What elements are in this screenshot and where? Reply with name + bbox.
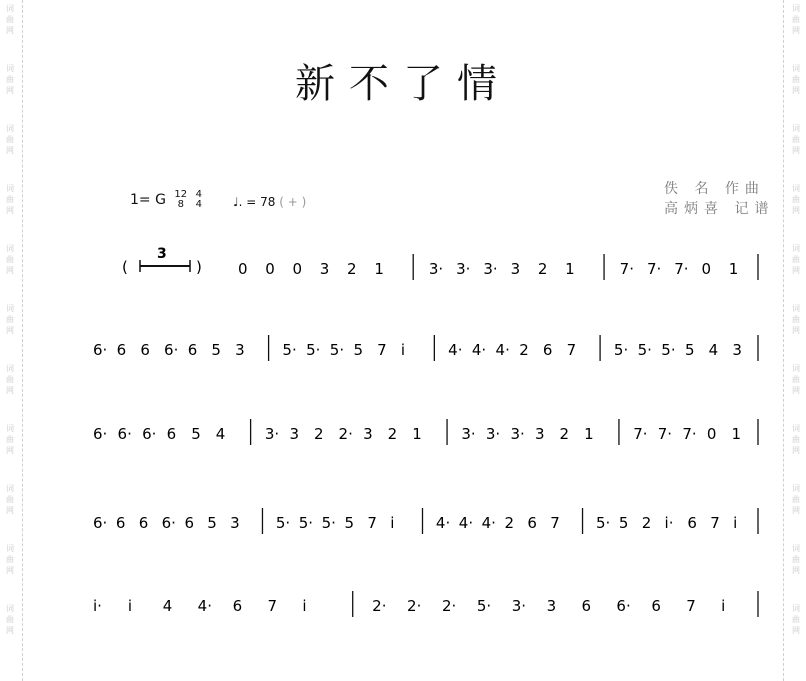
staff-line-2 bbox=[85, 329, 760, 369]
note: 3 bbox=[363, 425, 373, 443]
watermark: 词 曲 网 bbox=[6, 364, 14, 395]
watermark: 词 曲 网 bbox=[792, 544, 800, 575]
note: 7· bbox=[619, 260, 634, 278]
watermark: 词 曲 网 bbox=[6, 4, 14, 35]
note: 0 bbox=[701, 260, 712, 278]
note: i bbox=[400, 341, 405, 359]
note: 0 bbox=[265, 260, 275, 278]
note: 3 bbox=[510, 260, 521, 278]
watermark: 词 曲 网 bbox=[6, 604, 14, 635]
intro-triplet bbox=[120, 242, 220, 282]
composer-credit: 佚 名 作曲 bbox=[664, 181, 765, 197]
staff-line-3 bbox=[85, 413, 760, 453]
note: 6· bbox=[117, 425, 132, 443]
note: 4· bbox=[448, 341, 463, 359]
note: 0 bbox=[706, 425, 717, 443]
watermark: 词 曲 网 bbox=[792, 4, 800, 35]
note: 3 bbox=[535, 425, 545, 443]
transcriber-credit: 高炳喜 记谱 bbox=[664, 201, 775, 217]
staff-line-1 bbox=[230, 248, 760, 288]
note: 2 bbox=[537, 260, 548, 278]
note: 7 bbox=[710, 514, 720, 532]
watermark: 词 曲 网 bbox=[6, 484, 14, 515]
note: 3· bbox=[264, 425, 280, 443]
note: 5· bbox=[321, 514, 336, 532]
note: 4· bbox=[471, 341, 487, 359]
note: 5· bbox=[661, 341, 676, 359]
note: 2 bbox=[519, 341, 529, 359]
note: 4· bbox=[495, 341, 510, 359]
note: 6 bbox=[527, 514, 537, 532]
note: i bbox=[302, 597, 307, 615]
note: 5 bbox=[618, 514, 629, 532]
paren-open: ( bbox=[122, 258, 128, 276]
note: 5· bbox=[298, 514, 314, 532]
key-signature bbox=[130, 190, 202, 210]
note: i bbox=[733, 514, 738, 532]
note: 3 bbox=[546, 597, 557, 615]
note: 1 bbox=[412, 425, 422, 443]
note: 2· bbox=[441, 597, 457, 615]
tempo-marking: ♩. = 78 ( + ) bbox=[233, 195, 307, 209]
watermark: 词 曲 网 bbox=[792, 184, 800, 215]
note: 3 bbox=[732, 341, 742, 359]
note: 4 bbox=[708, 341, 719, 359]
note: 7· bbox=[646, 260, 662, 278]
watermark: 词 曲 网 bbox=[792, 604, 800, 635]
note: 6 bbox=[184, 514, 194, 532]
note: 3· bbox=[483, 260, 498, 278]
note: 3· bbox=[485, 425, 501, 443]
note: 7· bbox=[633, 425, 648, 443]
watermark: 词 曲 网 bbox=[792, 364, 800, 395]
staff-line-5 bbox=[85, 585, 760, 625]
note: i bbox=[721, 597, 726, 615]
note: 5· bbox=[275, 514, 291, 532]
staff-line-4 bbox=[85, 502, 760, 542]
note: 4· bbox=[458, 514, 474, 532]
note: 7 bbox=[686, 597, 696, 615]
watermark: 词 曲 网 bbox=[792, 304, 800, 335]
time-signature: 4 4 bbox=[195, 189, 202, 210]
watermark: 词 曲 网 bbox=[792, 124, 800, 155]
watermark: 词 曲 网 bbox=[6, 64, 14, 95]
note: 3· bbox=[510, 425, 525, 443]
note: 6 bbox=[651, 597, 661, 615]
note: 4 bbox=[215, 425, 226, 443]
score-title: 新不了情 bbox=[295, 61, 511, 107]
note: 6· bbox=[93, 341, 108, 359]
note: 7· bbox=[657, 425, 673, 443]
watermark: 词 曲 网 bbox=[6, 244, 14, 275]
note: 7· bbox=[682, 425, 697, 443]
note: 6 bbox=[232, 597, 243, 615]
note: 6· bbox=[142, 425, 157, 443]
note: 4· bbox=[197, 597, 212, 615]
note: 6 bbox=[166, 425, 177, 443]
note: 5 bbox=[344, 514, 355, 532]
note: 5· bbox=[476, 597, 492, 615]
note: 6 bbox=[115, 514, 126, 532]
note: 7 bbox=[377, 341, 387, 359]
watermark: 词 曲 网 bbox=[6, 184, 14, 215]
note: 2· bbox=[338, 425, 353, 443]
note: 5· bbox=[613, 341, 629, 359]
watermark: 词 曲 网 bbox=[6, 304, 14, 335]
note: 2· bbox=[372, 597, 387, 615]
note: 7 bbox=[267, 597, 278, 615]
note: 3· bbox=[461, 425, 476, 443]
note: i· bbox=[664, 514, 674, 532]
note: 7· bbox=[674, 260, 689, 278]
watermark: 词 曲 网 bbox=[6, 124, 14, 155]
note: 4· bbox=[435, 514, 451, 532]
note: i· bbox=[93, 597, 102, 615]
note: 7 bbox=[566, 341, 577, 359]
note: 2 bbox=[347, 260, 357, 278]
note: 0 bbox=[238, 260, 248, 278]
watermark: 词 曲 网 bbox=[6, 544, 14, 575]
note: 6· bbox=[93, 514, 108, 532]
note: 2 bbox=[314, 425, 324, 443]
note: 5· bbox=[282, 341, 297, 359]
note: 2 bbox=[504, 514, 515, 532]
note: 6· bbox=[93, 425, 108, 443]
note: 4· bbox=[481, 514, 496, 532]
paren-close: ) bbox=[196, 258, 202, 276]
note: 1 bbox=[584, 425, 594, 443]
note: 5 bbox=[353, 341, 364, 359]
triplet-number: 3 bbox=[157, 246, 167, 262]
note: 1 bbox=[374, 260, 384, 278]
watermark: 词 曲 网 bbox=[6, 424, 14, 455]
note: 2 bbox=[387, 425, 398, 443]
note: 5 bbox=[211, 341, 221, 359]
note: 6 bbox=[138, 514, 149, 532]
note: 6 bbox=[542, 341, 553, 359]
time-signature: 12 8 bbox=[174, 189, 188, 210]
note: 7 bbox=[367, 514, 377, 532]
note: 6· bbox=[616, 597, 631, 615]
note: 5· bbox=[306, 341, 321, 359]
note: 5 bbox=[207, 514, 217, 532]
note: 3· bbox=[428, 260, 444, 278]
note: 2· bbox=[407, 597, 422, 615]
note: 5 bbox=[684, 341, 695, 359]
watermark: 词 曲 网 bbox=[792, 484, 800, 515]
note: 0 bbox=[292, 260, 303, 278]
note: 3 bbox=[235, 341, 245, 359]
note: 2 bbox=[559, 425, 570, 443]
note: 3 bbox=[289, 425, 299, 443]
watermark: 词 曲 网 bbox=[792, 244, 800, 275]
note: i bbox=[127, 597, 133, 615]
note: 4 bbox=[162, 597, 173, 615]
note: 3· bbox=[511, 597, 527, 615]
note: 6 bbox=[187, 341, 198, 359]
watermark: 词 曲 网 bbox=[792, 64, 800, 95]
note: 3 bbox=[319, 260, 330, 278]
note: i bbox=[390, 514, 395, 532]
note: 6 bbox=[687, 514, 697, 532]
note: 7 bbox=[550, 514, 560, 532]
watermark: 词 曲 网 bbox=[792, 424, 800, 455]
note: 5 bbox=[191, 425, 201, 443]
note: 3· bbox=[456, 260, 471, 278]
note: 6 bbox=[581, 597, 592, 615]
note: 5· bbox=[637, 341, 652, 359]
note: 5· bbox=[595, 514, 611, 532]
key-label: 1= G bbox=[130, 192, 166, 208]
note: 1 bbox=[731, 425, 741, 443]
note: 3 bbox=[230, 514, 240, 532]
note: 1 bbox=[565, 260, 575, 278]
note: 1 bbox=[728, 260, 739, 278]
note: 2 bbox=[641, 514, 652, 532]
note: 6· bbox=[164, 341, 179, 359]
note: 6· bbox=[161, 514, 176, 532]
note: 5· bbox=[329, 341, 345, 359]
note: 6 bbox=[116, 341, 127, 359]
note: 6 bbox=[140, 341, 150, 359]
